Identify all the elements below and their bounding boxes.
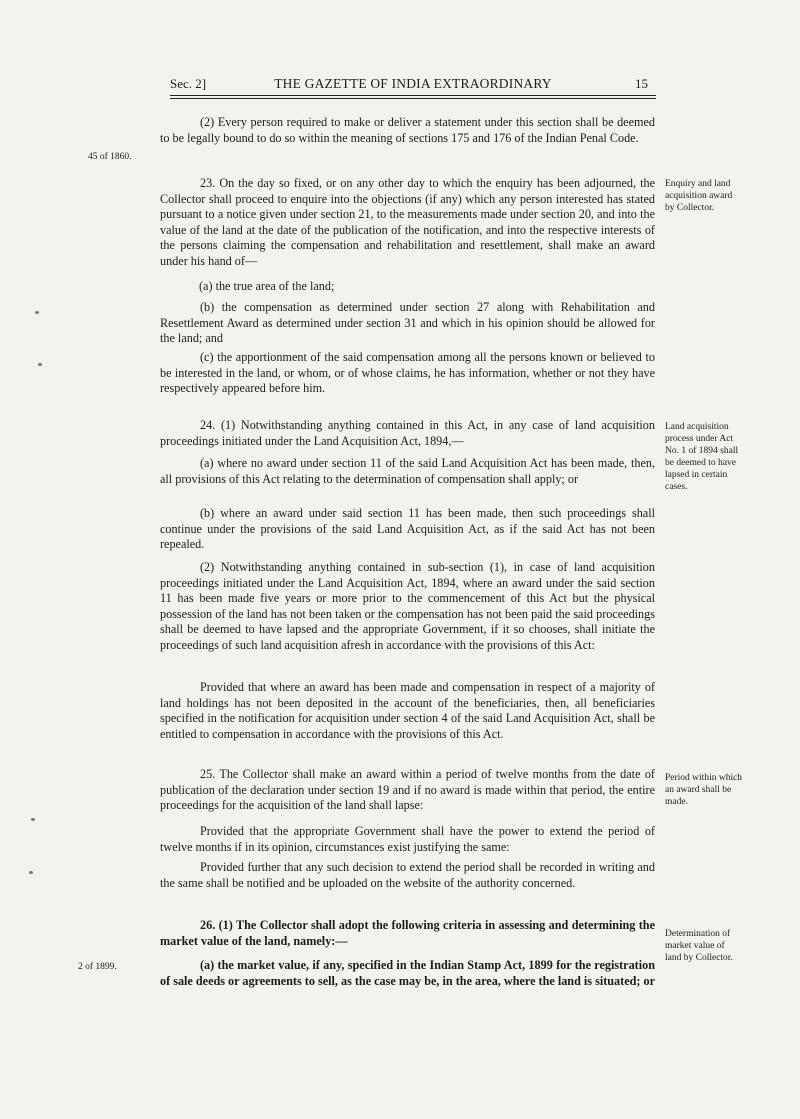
page-number: 15 xyxy=(635,76,648,91)
margin-note-stamp-act: 2 of 1899. xyxy=(78,962,117,972)
clause-24-b: (b) where an award under said section 11 has been made, then such proceedings shall continue under the provisions of the said Land Acquisition Act, as if the said Act has not been repealed. xyxy=(160,506,655,552)
section-label: Sec. 2] xyxy=(170,76,207,91)
clause-26-a: (a) the market value, if any, specified in the Indian Stamp Act, 1899 for the registration of sale deeds or agreements to sell, as the case may be, in the area, where the land is situated; or xyxy=(160,958,656,988)
margin-note-25: Period within which an award shall be made. xyxy=(665,773,743,807)
header-rule xyxy=(170,98,656,99)
clause-23-a: (a) the true area of the land; xyxy=(199,279,335,293)
clause-23-c: (c) the apportionment of the said compensation among all the persons known or believed to be interested in the land, or whom, or of whose claims, he has information, whether or not they have respectively appeared before him. xyxy=(160,350,655,396)
paragraph-26-1: 26. (1) The Collector shall adopt the following criteria in assessing and determining the market value of the land, namely:— xyxy=(160,918,655,948)
paragraph-22-2: (2) Every person required to make or deliver a statement under this section shall be deemed to be legally bound to do so within the meaning of sections 175 and 176 of the Indian Penal Code. xyxy=(160,115,655,145)
margin-note-24: Land acquisition process under Act No. 1 of 1894 shall be deemed to have lapsed in certain cases. xyxy=(665,422,739,492)
scan-mark xyxy=(38,363,42,366)
proviso-25-1: Provided that the appropriate Government shall have the power to extend the period of twelve months if in its opinion, circumstances exist justifying the same: xyxy=(160,824,655,854)
page-header xyxy=(170,76,656,96)
scan-mark xyxy=(29,871,33,874)
paragraph-25: 25. The Collector shall make an award within a period of twelve months from the date of publication of the declaration under section 19 and if no award is made within that period, the entire proceedings for the acquisition of the land shall lapse: xyxy=(160,767,655,813)
margin-note-26: Determination of market value of land by Collector. xyxy=(665,929,733,963)
paragraph-23: 23. On the day so fixed, or on any other day to which the enquiry has been adjourned, the Collector shall proceed to enquire into the objections (if any) which any person interested has stated pursuant to a notice given under section 21, to the measurements made under section 20, and into the value of the land at the date of the publication of the notification, and into the respective interests of the persons claiming the compensation and rehabilitation and resettlement, shall make an award under his hand of— xyxy=(160,176,655,268)
scan-mark xyxy=(35,311,39,314)
margin-note-ipc: 45 of 1860. xyxy=(88,152,132,162)
clause-24-a: (a) where no award under section 11 of the said Land Acquisition Act has been made, then, all provisions of this Act relating to the determination of compensation shall apply; or xyxy=(160,456,655,486)
clause-23-b: (b) the compensation as determined under section 27 along with Rehabilitation and Resettlement Award as determined under section 31 and which in his opinion should be allowed for the land; and xyxy=(160,300,655,346)
proviso-25-2: Provided further that any such decision to extend the period shall be recorded in writing and the same shall be notified and be uploaded on the website of the authority concerned. xyxy=(160,860,655,890)
paragraph-24-2: (2) Notwithstanding anything contained in sub-section (1), in case of land acquisition proceedings initiated under the Land Acquisition Act, 1894, where an award under the said section 11 has been made five years or more prior to the commencement of this Act but the physical possession of the land has not been taken or the compensation has not been paid the said proceedings shall be deemed to have lapsed and the appropriate Government, if it so chooses, shall initiate the proceedings of such land acquisition afresh in accordance with the provisions of this Act: xyxy=(160,560,655,652)
scan-mark xyxy=(31,818,35,821)
header-rule xyxy=(170,95,656,96)
proviso-24: Provided that where an award has been made and compensation in respect of a majority of land holdings has not been deposited in the account of the beneficiaries, then, all beneficiaries specified in the notification for acquisition under section 4 of the said Land Acquisition Act, shall be entitled to compensation in accordance with the provisions of this Act. xyxy=(160,680,655,741)
gazette-title: THE GAZETTE OF INDIA EXTRAORDINARY xyxy=(274,76,552,91)
margin-note-23: Enquiry and land acquisition award by Collector. xyxy=(665,179,733,213)
paragraph-24-1: 24. (1) Notwithstanding anything contained in this Act, in any case of land acquisition proceedings initiated under the Land Acquisition Act, 1894,— xyxy=(160,418,655,448)
